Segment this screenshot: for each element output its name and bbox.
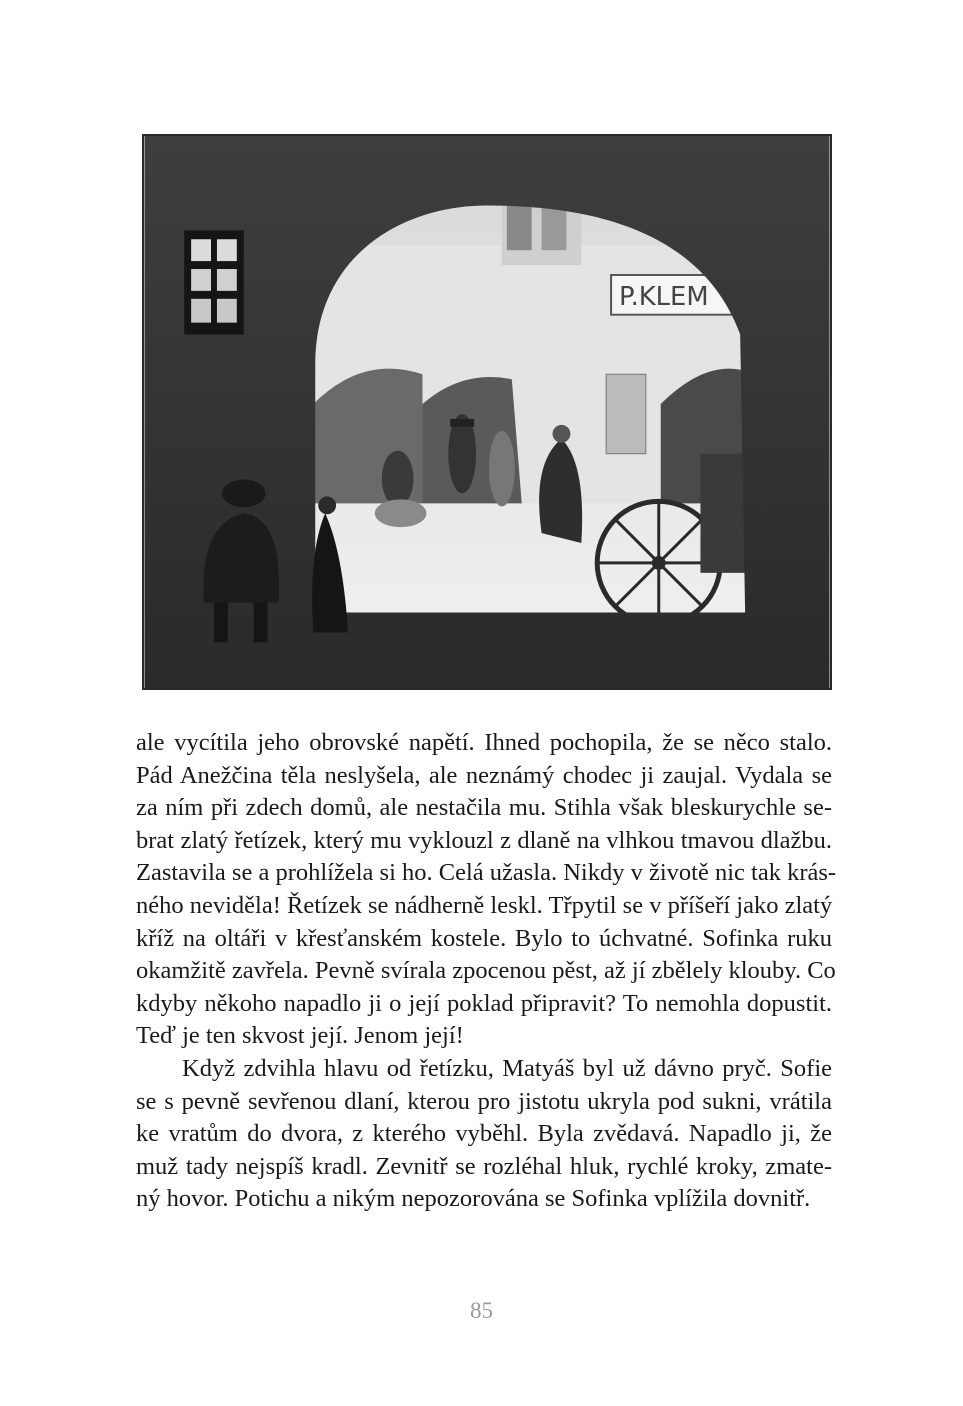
- paragraph-1: [136, 727, 837, 1053]
- text-line: ale vycítila jeho obrovské napětí. Ihned pochopila, že se něco stalo.: [136, 729, 832, 756]
- text-line: ného neviděla! Řetízek se nádherně leskl. Třpytil se v příšeří jako zlatý: [136, 891, 833, 919]
- wall-window: [184, 230, 244, 334]
- seated-woman-figure: [382, 451, 414, 507]
- text-line: kříž na oltáři v křesťanském kostele. Bylo to úchvatné. Sofinka ruku: [136, 924, 832, 952]
- body-text: [136, 727, 837, 1216]
- text-line: Pád Anežčina těla neslyšela, ale neznámý chodec ji zaujal. Vydala se: [136, 761, 832, 789]
- paragraph-2: [136, 1053, 832, 1216]
- shop-sign-text: P.KLEM: [619, 281, 709, 312]
- text-line: ný hovor. Potichu a nikým nepozorována se Sofinka vplížila dovnitř.: [136, 1185, 811, 1213]
- text-line: Když zdvihla hlavu od řetízku, Matyáš byl už dávno pryč. Sofie: [182, 1054, 832, 1082]
- text-line: brat zlatý řetízek, který mu vyklouzl z dlaně na vlhkou tmavou dlažbu.: [136, 826, 832, 854]
- text-line: za ním při zdech domů, ale nestačila mu. Stihla však bleskurychle se-: [136, 794, 832, 822]
- book-illustration: [142, 134, 832, 690]
- text-line: Zastavila se a prohlížela si ho. Celá užasla. Nikdy v životě nic tak krás-: [136, 859, 837, 887]
- text-line: kdyby někoho napadlo ji o její poklad připravit? To nemohla dopustit.: [136, 989, 832, 1017]
- archway-street-scene: [144, 136, 830, 688]
- text-line: muž tady nejspíš kradl. Zevnitř se rozléhal hluk, rychlé kroky, zmate-: [136, 1152, 832, 1180]
- text-line: okamžitě zavřela. Pevně svírala zpocenou pěst, až jí zbělely klouby. Co: [136, 957, 836, 985]
- text-line: se s pevně sevřenou dlaní, kterou pro jistotu ukryla pod sukni, vrátila: [136, 1087, 832, 1115]
- page-number: 85: [470, 1298, 493, 1323]
- text-line: Teď je ten skvost její. Jenom její!: [136, 1022, 464, 1050]
- text-line: ke vratům do dvora, z kterého vyběhl. Byla zvědavá. Napadlo ji, že: [136, 1120, 832, 1148]
